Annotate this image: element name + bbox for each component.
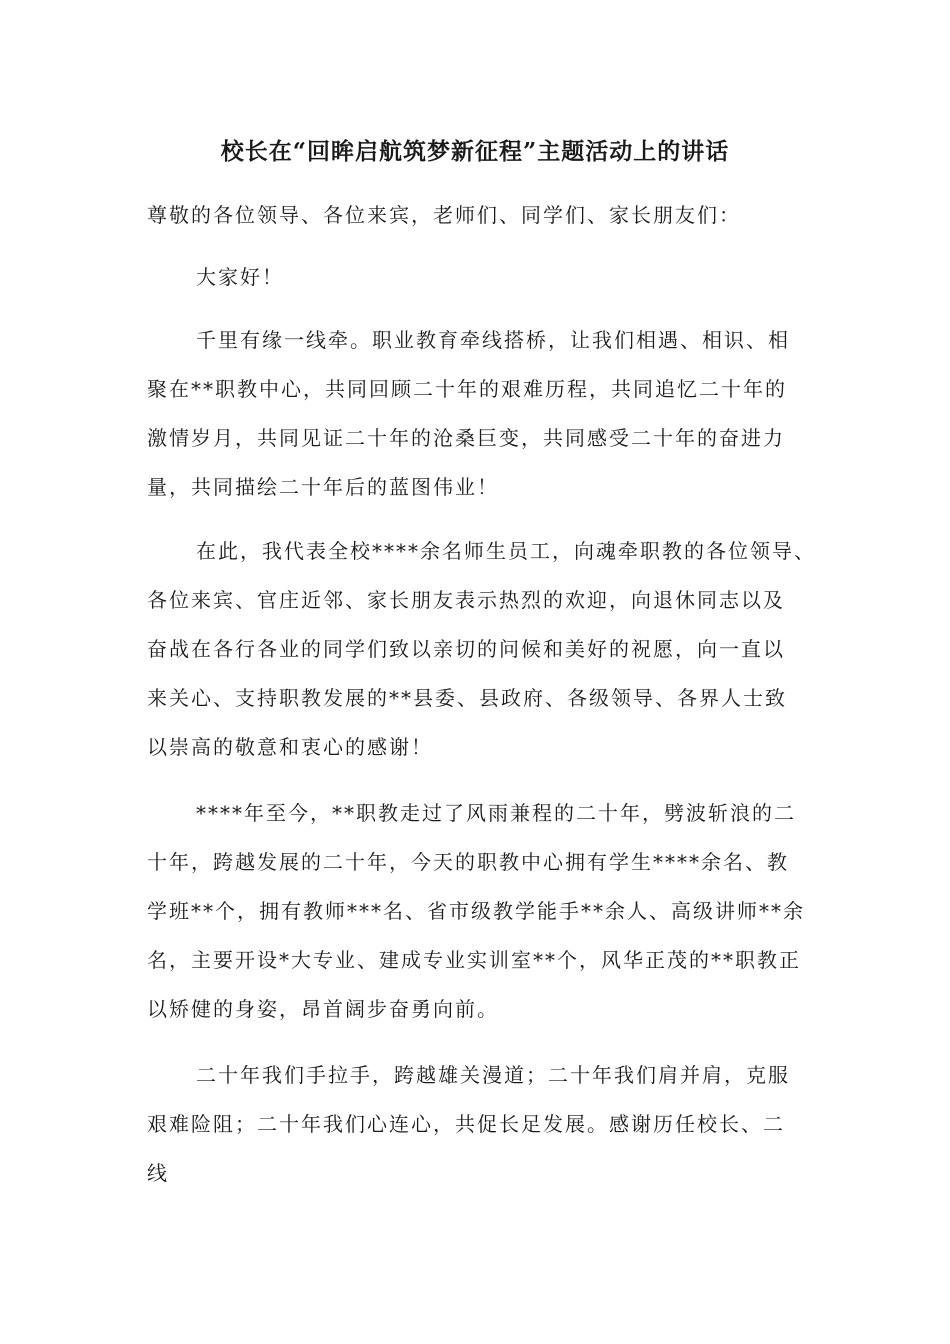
- paragraph-1-line-2: 聚在**职教中心，共同回顾二十年的艰难历程，共同追忆二十年的: [147, 377, 787, 401]
- document-title: 校长在“回眸启航筑梦新征程”主题活动上的讲话: [220, 138, 730, 165]
- paragraph-3-line-1: ****年至今，**职教走过了风雨兼程的二十年，劈波斩浪的二: [196, 801, 796, 825]
- paragraph-3-line-2: 十年，跨越发展的二十年，今天的职教中心拥有学生****余名、教: [147, 850, 789, 874]
- paragraph-1-line-1: 千里有缘一线牵。职业教育牵线搭桥，让我们相遇、相识、相: [196, 328, 790, 352]
- paragraph-2-line-5: 以崇高的敬意和衷心的感谢！: [147, 735, 433, 759]
- paragraph-2-line-3: 奋战在各行各业的同学们致以亲切的问候和美好的祝愿，向一直以: [147, 637, 785, 661]
- paragraph-3-line-4: 名，主要开设*大专业、建成专业实训室**个，风华正茂的**职教正: [147, 948, 801, 972]
- paragraph-4-line-3: 线: [147, 1161, 169, 1185]
- paragraph-2-line-2: 各位来宾、官庄近邻、家长朋友表示热烈的欢迎，向退休同志以及: [147, 588, 785, 612]
- paragraph-1-line-3: 激情岁月，共同见证二十年的沧桑巨变，共同感受二十年的奋进力: [147, 426, 785, 450]
- paragraph-3-line-5: 以矫健的身姿，昂首阔步奋勇向前。: [147, 997, 499, 1021]
- paragraph-4-line-2: 艰难险阻；二十年我们心连心，共促长足发展。感谢历任校长、二: [147, 1112, 785, 1136]
- paragraph-2-line-4: 来关心、支持职教发展的**县委、县政府、各级领导、各界人士致: [147, 686, 787, 710]
- paragraph-1-line-4: 量，共同描绘二十年后的蓝图伟业！: [147, 475, 499, 499]
- greeting: 大家好！: [196, 265, 284, 289]
- paragraph-3-line-3: 学班**个，拥有教师***名、省市级教学能手**余人、高级讲师**余: [147, 899, 805, 923]
- paragraph-4-line-1: 二十年我们手拉手，跨越雄关漫道；二十年我们肩并肩，克服: [196, 1063, 790, 1087]
- salutation: 尊敬的各位领导、各位来宾，老师们、同学们、家长朋友们：: [147, 203, 741, 227]
- paragraph-2-line-1: 在此，我代表全校****余名师生员工，向魂牵职教的各位领导、: [196, 539, 816, 563]
